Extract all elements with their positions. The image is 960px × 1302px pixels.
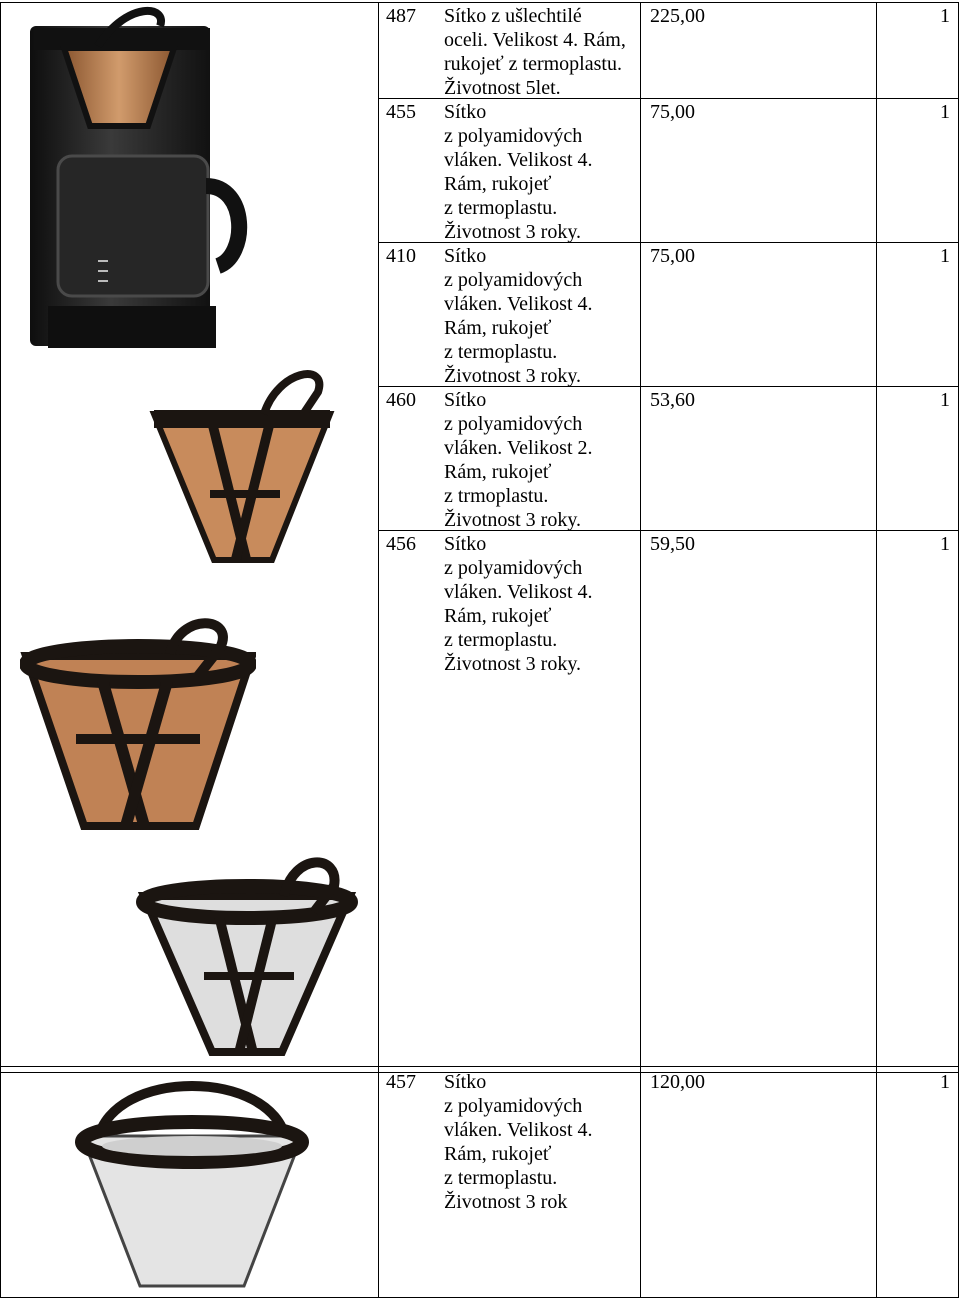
product-quantity: 1 — [940, 389, 950, 411]
mesh-filter-handle-image — [72, 1076, 312, 1292]
product-price: 75,00 — [650, 245, 695, 267]
product-description: Sítko z polyamidových vláken. Velikost 4. Rám, rukojeť z termoplastu. Životnost 3 roky. — [444, 101, 593, 243]
product-code: 460 — [386, 389, 416, 411]
product-quantity: 1 — [940, 1071, 950, 1093]
product-price: 75,00 — [650, 101, 695, 123]
row-divider — [0, 1066, 958, 1067]
product-price: 53,60 — [650, 389, 695, 411]
product-code: 487 — [386, 5, 416, 27]
product-description: Sítko z polyamidových vláken. Velikost 2. Rám, rukojeť z trmoplastu. Životnost 3 roky. — [444, 389, 593, 531]
product-code: 457 — [386, 1071, 416, 1093]
product-quantity: 1 — [940, 245, 950, 267]
column-divider — [378, 2, 379, 1298]
product-quantity: 1 — [940, 5, 950, 27]
product-price: 59,50 — [650, 533, 695, 555]
product-code: 410 — [386, 245, 416, 267]
table-border-bottom — [0, 1297, 958, 1298]
product-quantity: 1 — [940, 533, 950, 555]
product-price: 225,00 — [650, 5, 705, 27]
product-description: Sítko z polyamidových vláken. Velikost 4. Rám, rukojeť z termoplastu. Životnost 3 rok — [444, 1071, 593, 1213]
table-border-top — [0, 2, 958, 3]
coffee-maker-image — [28, 6, 250, 356]
product-description: Sítko z polyamidových vláken. Velikost 4. Rám, rukojeť z termoplastu. Životnost 3 roky. — [444, 245, 593, 387]
product-code: 455 — [386, 101, 416, 123]
mesh-filter-image — [134, 852, 358, 1060]
gold-filter-large-image — [20, 616, 256, 832]
product-code: 456 — [386, 533, 416, 555]
table-border-right — [958, 2, 959, 1298]
column-divider — [640, 2, 641, 1298]
gold-filter-small-image — [148, 370, 338, 570]
product-description: Sítko z ušlechtilé oceli. Velikost 4. Rám, rukojeť z termoplastu. Životnost 5let. — [444, 5, 626, 99]
product-price: 120,00 — [650, 1071, 705, 1093]
table-border-left — [0, 2, 1, 1298]
column-divider — [876, 2, 877, 1298]
product-description: Sítko z polyamidových vláken. Velikost 4. Rám, rukojeť z termoplastu. Životnost 3 roky. — [444, 533, 593, 675]
product-quantity: 1 — [940, 101, 950, 123]
